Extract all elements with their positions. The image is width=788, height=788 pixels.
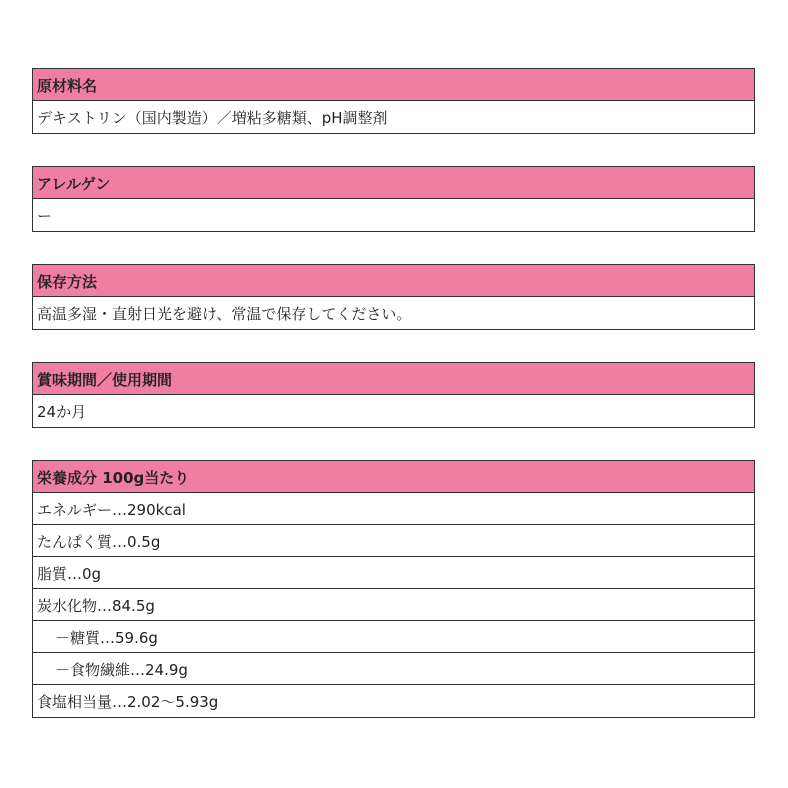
shelf-life-header: 賞味期間／使用期間 [33, 363, 754, 395]
nutrition-row-fat: 脂質…0g [33, 557, 754, 589]
storage-header: 保存方法 [33, 265, 754, 297]
ingredients-value: デキストリン（国内製造）／増粘多糖類、pH調整剤 [37, 109, 388, 127]
nutrition-row-sugar: －糖質…59.6g [33, 621, 754, 653]
nutrition-section [32, 460, 755, 718]
nutrition-row-energy: エネルギー…290kcal [33, 493, 754, 525]
storage-section [32, 264, 755, 330]
allergen-value: ー [37, 207, 53, 225]
ingredients-header: 原材料名 [33, 69, 754, 101]
allergen-section [32, 166, 755, 232]
nutrition-row-salt: 食塩相当量…2.02～5.93g [37, 693, 219, 711]
nutrition-header: 栄養成分 100g当たり [33, 461, 754, 493]
nutrition-row-protein: たんぱく質…0.5g [33, 525, 754, 557]
shelf-life-section [32, 362, 755, 428]
shelf-life-value: 24か月 [37, 403, 87, 421]
nutrition-row-carbohydrate: 炭水化物…84.5g [33, 589, 754, 621]
ingredients-section [32, 68, 755, 134]
allergen-header: アレルゲン [33, 167, 754, 199]
nutrition-row-fiber: －食物繊維…24.9g [33, 653, 754, 685]
storage-value: 高温多湿・直射日光を避け、常温で保存してください。 [37, 305, 412, 323]
